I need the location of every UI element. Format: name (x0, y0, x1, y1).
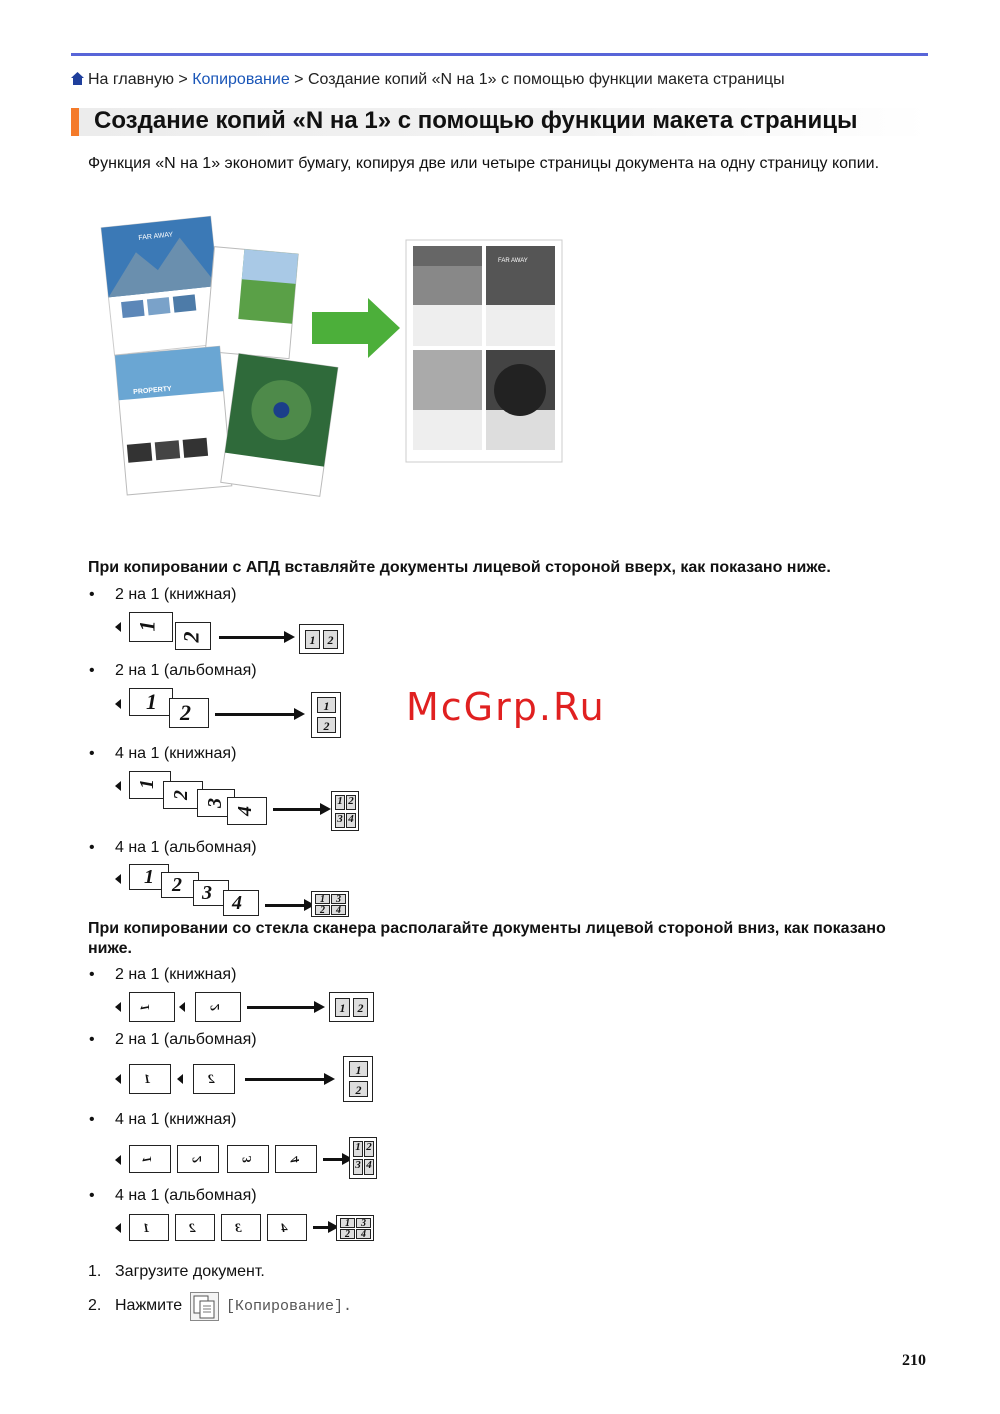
glass-diagram-4in1-landscape (113, 1212, 383, 1244)
feed-direction-icon (115, 1002, 121, 1012)
glass-sheet (227, 1145, 269, 1173)
breadcrumb-separator: > (178, 71, 188, 88)
page-number-label: 2 (349, 1081, 368, 1097)
bullet: • (89, 839, 95, 856)
page-number-label: 1 (146, 689, 157, 714)
page-number-label: 4 (232, 892, 242, 914)
item-label: 4 на 1 (книжная) (115, 745, 237, 762)
page-number-label: 2 (206, 1004, 222, 1010)
page-title: Создание копий «N на 1» с помощью функции макета страницы (94, 107, 858, 134)
adf-diagram-2in1-landscape (113, 688, 353, 740)
result-page (343, 1056, 373, 1102)
page-number-label: 2 (353, 998, 368, 1017)
page-number-label: 2 (172, 874, 182, 896)
glass-sheet (129, 1064, 171, 1094)
glass-heading-line: ниже. (88, 940, 132, 957)
feed-direction-icon (115, 781, 121, 791)
step-number: 1. (88, 1263, 102, 1280)
result-page (311, 891, 349, 917)
page-number-label: 1 (144, 1220, 150, 1235)
breadcrumb-link-copying[interactable]: Копирование (192, 71, 290, 88)
feed-direction-icon (177, 1074, 183, 1084)
page-number-label: 3 (335, 813, 345, 828)
arrow-icon (245, 1078, 325, 1081)
glass-sheet (129, 992, 175, 1022)
glass-sheet (129, 1145, 171, 1173)
result-page (299, 624, 344, 654)
copy-icon (191, 1293, 218, 1320)
title-bar (71, 108, 928, 136)
page-number-label: 1 (134, 620, 160, 632)
glass-sheet (129, 1214, 169, 1241)
page-number-label: 3 (331, 894, 346, 904)
page-number-label: 2 (180, 700, 191, 725)
top-rule (71, 53, 928, 56)
bullet: • (89, 1111, 95, 1128)
page-number-label: 2 (315, 905, 330, 915)
breadcrumb-home[interactable]: На главную (88, 71, 174, 88)
paper-sheet (227, 797, 267, 825)
paper-sheet (175, 622, 211, 650)
page-number-label: 1 (145, 1071, 151, 1086)
illustration-label: PROPERTY (132, 385, 172, 396)
adf-item-4in1-portrait (89, 745, 237, 763)
feed-direction-icon (115, 1155, 121, 1165)
glass-sheet (193, 1064, 235, 1094)
glass-diagram-2in1-portrait (113, 992, 383, 1024)
page-number-label: 1 (144, 866, 154, 888)
page-number-label: 1 (335, 998, 350, 1017)
item-label: 4 на 1 (книжная) (115, 1111, 237, 1128)
page-number-label: 2 (209, 1071, 215, 1086)
step-text: Нажмите (115, 1297, 183, 1314)
item-label: 4 на 1 (альбомная) (115, 839, 257, 856)
page-number-label: 1 (317, 697, 336, 713)
result-page (329, 992, 374, 1022)
page-number-label: 1 (349, 1061, 368, 1077)
page-number-label: 1 (315, 894, 330, 904)
copy-button-icon[interactable] (190, 1292, 219, 1321)
glass-item-2in1-landscape (89, 1031, 257, 1049)
page-number-label: 3 (356, 1218, 371, 1228)
glass-sheet (195, 992, 241, 1022)
page-number-label: 1 (305, 630, 320, 649)
breadcrumb-current: Создание копий «N на 1» с помощью функции макета страницы (307, 71, 785, 88)
glass-item-2in1-portrait (89, 966, 237, 984)
page-number-label: 3 (202, 882, 212, 904)
step-2 (88, 1297, 388, 1315)
page-number-label: 2 (364, 1141, 374, 1157)
arrow-icon (265, 904, 305, 907)
result-page (311, 692, 341, 738)
page-number-label: 2 (346, 795, 356, 810)
page-number-label: 1 (353, 1141, 363, 1157)
glass-sheet (275, 1145, 317, 1173)
feed-direction-icon (115, 622, 121, 632)
step-number: 2. (88, 1297, 102, 1314)
arrow-icon (219, 636, 285, 639)
page-number-label: 3 (236, 1220, 242, 1235)
page-number-label: 4 (356, 1229, 371, 1239)
adf-heading: При копировании с АПД вставляйте документы лицевой стороной вверх, как показано ниже. (88, 559, 831, 576)
n-in-1-illustration (100, 210, 570, 510)
home-icon[interactable] (71, 72, 84, 85)
page-number-label: 3 (353, 1159, 363, 1175)
glass-sheet (267, 1214, 307, 1241)
bullet: • (89, 586, 95, 603)
adf-diagram-4in1-landscape (113, 864, 363, 918)
page-number-label: 4 (282, 1220, 288, 1235)
adf-item-4in1-landscape (89, 839, 257, 857)
item-label: 2 на 1 (книжная) (115, 586, 237, 603)
page-number-label: 1 (136, 1004, 152, 1010)
page-number-label: 1 (136, 779, 158, 789)
glass-heading-line: При копировании со стекла сканера располагайте документы лицевой стороной вниз, как показано (88, 920, 886, 937)
arrow-icon (247, 1006, 315, 1009)
bullet: • (89, 745, 95, 762)
step-text: Загрузите документ. (115, 1263, 265, 1280)
page-number-label: 4 (331, 905, 346, 915)
glass-sheet (175, 1214, 215, 1241)
feed-direction-icon (115, 699, 121, 709)
arrow-icon (313, 1226, 329, 1229)
bullet: • (89, 662, 95, 679)
bullet: • (89, 966, 95, 983)
watermark: McGrp.Ru (406, 685, 606, 729)
title-accent (71, 108, 79, 136)
glass-heading (88, 919, 938, 959)
step-1 (88, 1263, 265, 1281)
glass-diagram-4in1-portrait (113, 1137, 383, 1181)
page-number-label: 1 (340, 1218, 355, 1228)
page-number-label: 2 (188, 1156, 204, 1162)
breadcrumb-separator: > (294, 71, 304, 88)
breadcrumb (71, 71, 785, 89)
result-page (349, 1137, 377, 1179)
page-number-label: 4 (364, 1159, 374, 1175)
paper-sheet (129, 612, 173, 642)
item-label: 4 на 1 (альбомная) (115, 1187, 257, 1204)
page-number-label: 2 (190, 1220, 196, 1235)
page-number-label: 3 (238, 1156, 254, 1162)
result-page (331, 791, 359, 831)
page-number-label: 3 (204, 798, 226, 808)
feed-direction-icon (115, 874, 121, 884)
glass-item-4in1-landscape (89, 1187, 257, 1205)
page-number-label: 2 (170, 790, 192, 800)
paper-sheet (169, 698, 209, 728)
page-number-label: 4 (346, 813, 356, 828)
feed-direction-icon (179, 1002, 185, 1012)
glass-item-4in1-portrait (89, 1111, 237, 1129)
arrow-icon (215, 713, 295, 716)
feed-direction-icon (115, 1074, 121, 1084)
page-number-label: 4 (234, 806, 256, 816)
adf-diagram-2in1-portrait (113, 612, 353, 657)
paper-sheet (223, 890, 259, 916)
illustration-label: FAR AWAY (138, 231, 174, 242)
illustration-label: FAR AWAY (498, 258, 528, 264)
adf-diagram-4in1-portrait (113, 771, 363, 833)
page-number: 210 (902, 1352, 926, 1369)
page-number-label: 4 (286, 1156, 302, 1162)
result-page (336, 1215, 374, 1241)
item-label: 2 на 1 (альбомная) (115, 1031, 257, 1048)
glass-sheet (177, 1145, 219, 1173)
glass-diagram-2in1-landscape (113, 1056, 383, 1104)
page-number-label: 2 (178, 631, 204, 643)
adf-item-2in1-portrait (89, 586, 237, 604)
arrow-icon (323, 1158, 343, 1161)
page-number-label: 2 (323, 630, 338, 649)
page-number-label: 1 (335, 795, 345, 810)
copy-button-label[interactable]: [Копирование]. (226, 1298, 353, 1315)
arrow-icon (273, 808, 321, 811)
intro-text: Функция «N на 1» экономит бумагу, копируя две или четыре страницы документа на одну страницу копии. (88, 155, 880, 172)
bullet: • (89, 1031, 95, 1048)
page-number-label: 1 (138, 1156, 154, 1162)
illustration-graphic (100, 210, 570, 510)
adf-item-2in1-landscape (89, 662, 257, 680)
page-number-label: 2 (340, 1229, 355, 1239)
page-number-label: 2 (317, 717, 336, 733)
item-label: 2 на 1 (книжная) (115, 966, 237, 983)
glass-sheet (221, 1214, 261, 1241)
feed-direction-icon (115, 1223, 121, 1233)
item-label: 2 на 1 (альбомная) (115, 662, 257, 679)
paper-sheet (129, 688, 173, 716)
bullet: • (89, 1187, 95, 1204)
